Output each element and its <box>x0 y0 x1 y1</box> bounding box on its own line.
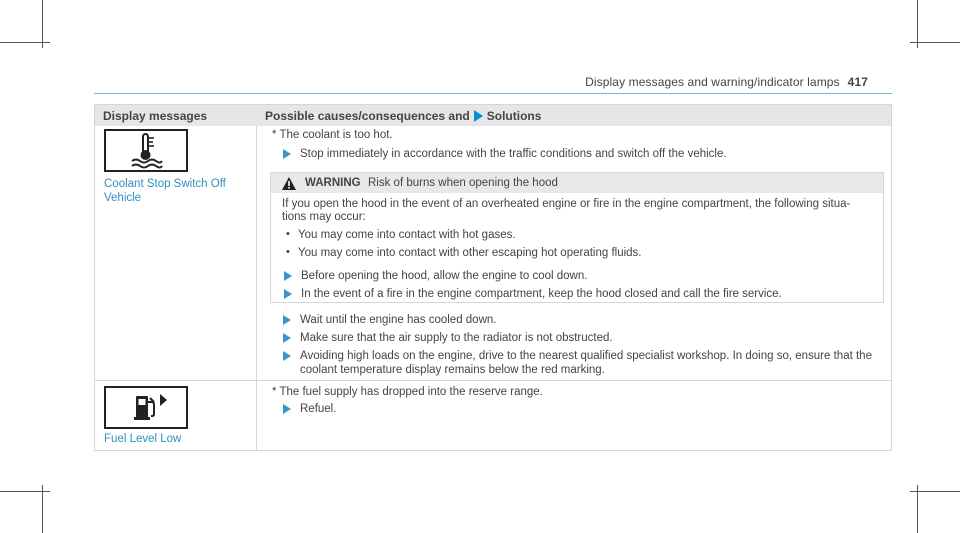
warning-header <box>271 173 883 193</box>
step-arrow-icon <box>283 149 291 159</box>
step-arrow-icon <box>283 351 291 361</box>
crop-mark <box>917 485 918 533</box>
step-text: Wait until the engine has cooled down. <box>300 314 497 326</box>
warning-body-line: tions may occur: <box>282 211 366 223</box>
message-caption <box>104 177 226 205</box>
warning-triangle-icon <box>282 177 296 190</box>
step-arrow-icon <box>283 404 291 414</box>
header-title: Display messages and warning/indicator lamps <box>585 75 840 89</box>
step-text: Avoiding high loads on the engine, drive to the nearest qualified specialist workshop. In doing so, ensure that the <box>300 350 872 362</box>
crop-mark <box>910 42 960 43</box>
crop-mark <box>42 0 43 48</box>
cause-text: * The fuel supply has dropped into the reserve range. <box>272 386 543 398</box>
row-divider <box>95 380 891 381</box>
warning-step: Before opening the hood, allow the engine to cool down. <box>301 270 588 282</box>
warning-bullet: You may come into contact with other escaping hot operating fluids. <box>298 247 642 259</box>
display-messages-table <box>94 104 892 451</box>
col-header-causes-solutions <box>265 109 541 123</box>
step-text: Refuel. <box>300 403 337 415</box>
caption-line: Vehicle <box>104 192 142 204</box>
cause-text: * The coolant is too hot. <box>272 129 393 141</box>
step-text: coolant temperature display remains below the red marking. <box>300 364 605 376</box>
caption-line: Coolant Stop Switch Off <box>104 178 226 190</box>
warning-bullet: You may come into contact with hot gases. <box>298 229 516 241</box>
warning-step: In the event of a fire in the engine compartment, keep the hood closed and call the fire service. <box>301 288 782 300</box>
warning-box <box>270 172 884 303</box>
header-rule <box>94 93 892 94</box>
step-arrow-icon <box>283 333 291 343</box>
bullet-icon: • <box>286 228 290 240</box>
fuel-pump-icon <box>104 386 188 429</box>
crop-mark <box>0 42 50 43</box>
bullet-icon: • <box>286 246 290 258</box>
crop-mark <box>0 491 50 492</box>
column-divider <box>256 126 257 451</box>
running-header <box>585 75 868 89</box>
warning-title: Risk of burns when opening the hood <box>368 177 558 189</box>
crop-mark <box>910 491 960 492</box>
step-arrow-icon <box>283 315 291 325</box>
crop-mark <box>917 0 918 48</box>
page-number: 417 <box>847 75 868 89</box>
step-text: Stop immediately in accordance with the traffic conditions and switch off the vehicle. <box>300 148 727 160</box>
warning-body-line: If you open the hood in the event of an overheated engine or fire in the engine compartment, the following situa- <box>282 198 851 210</box>
col-header-solutions: Solutions <box>486 109 542 123</box>
coolant-temperature-icon <box>104 129 188 172</box>
warning-label: WARNING <box>305 177 361 189</box>
col-header-display-messages: Display messages <box>103 109 208 123</box>
step-text: Make sure that the air supply to the radiator is not obstructed. <box>300 332 613 344</box>
col-header-causes: Possible causes/consequences and <box>265 109 470 123</box>
step-arrow-icon <box>284 289 292 299</box>
solution-arrow-icon <box>474 110 483 122</box>
message-caption: Fuel Level Low <box>104 433 182 445</box>
crop-mark <box>42 485 43 533</box>
step-arrow-icon <box>284 271 292 281</box>
table-header <box>95 105 891 126</box>
